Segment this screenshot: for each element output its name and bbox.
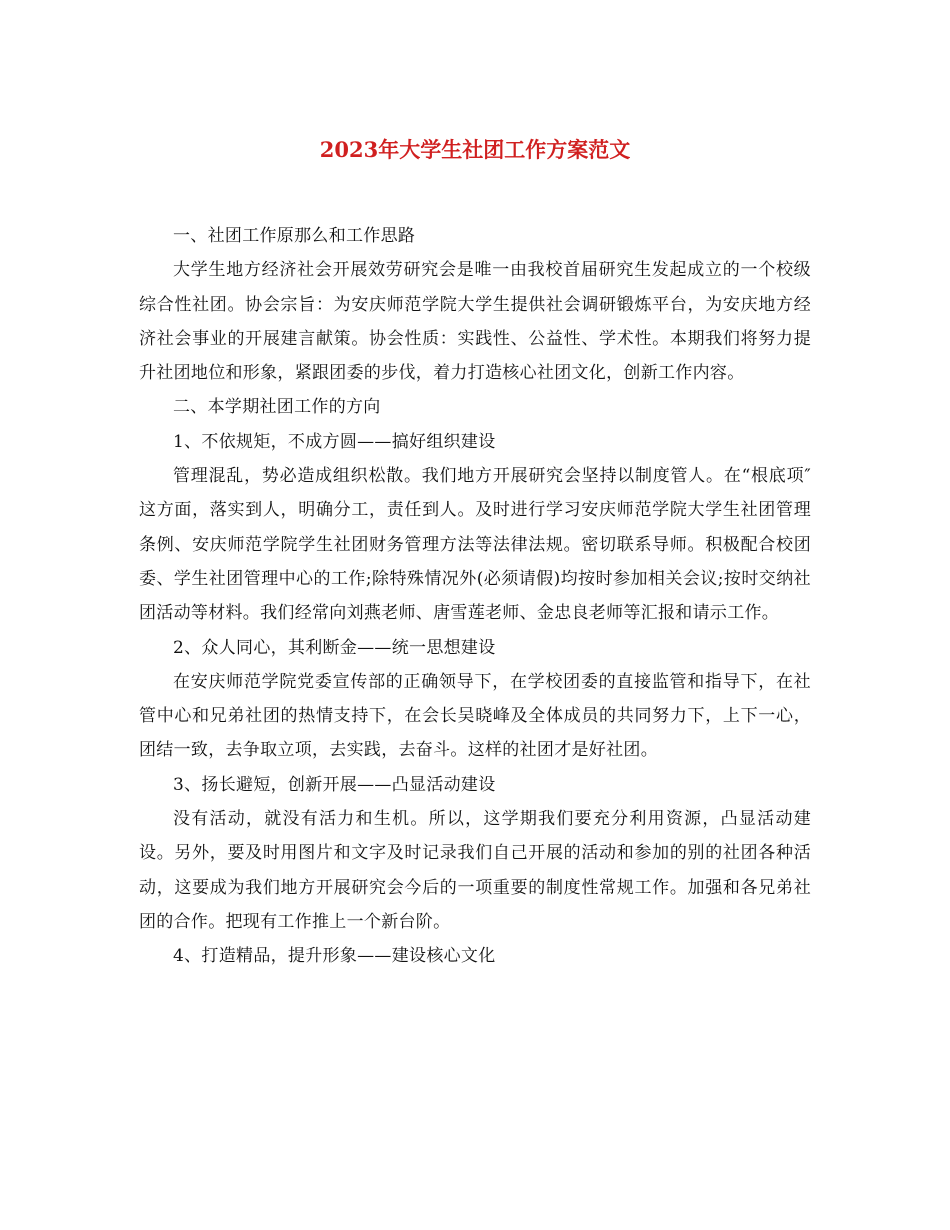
subheading-unity: 2、众人同心，其利断金——统一思想建设 [173,637,496,658]
paragraph-association-intro: 大学生地方经济社会开展效劳研究会是唯一由我校首届研究生发起成立的一个校级综合性社团。协会宗旨：为安庆师范学院大学生提供社会调研锻炼平台，为安庆地方经济社会事业的开展建言献策。协会性质：实践性、公益性、学术性。本期我们将努力提升社团地位和形象，紧跟团委的步伐，着力打造核心社团文化，创新工作内容。 [139,260,811,384]
paragraph-unity: 在安庆师范学院党委宣传部的正确领导下，在学校团委的直接监管和指导下，在社管中心和兄弟社团的热情支持下，在会长吴晓峰及全体成员的共同努力下，上下一心，团结一致，去争取立项，去实践，去奋斗。这样的社团才是好社团。 [139,671,811,761]
document-body [139,219,811,974]
section-heading-principles: 一、社团工作原那么和工作思路 [173,226,416,246]
subheading-organization: 1、不依规矩，不成方圆——搞好组织建设 [173,431,496,452]
subheading-activities: 3、扬长避短，创新开展——凸显活动建设 [173,774,496,795]
paragraph-organization: 管理混乱，势必造成组织松散。我们地方开展研究会坚持以制度管人。在“根底项″这方面，落实到人，明确分工，责任到人。及时进行学习安庆师范学院大学生社团管理条例、安庆师范学院学生社团财务管理方法等法律法规。密切联系导师。积极配合校团委、学生社团管理中心的工作;除特殊情况外(必须请假)均按时参加相关会议;按时交纳社团活动等材料。我们经常向刘燕老师、唐雪莲老师、金忠良老师等汇报和请示工作。 [139,466,811,624]
section-heading-direction: 二、本学期社团工作的方向 [173,397,381,418]
paragraph-activities: 没有活动，就没有活力和生机。所以，这学期我们要充分利用资源，凸显活动建设。另外，要及时用图片和文字及时记录我们自己开展的活动和参加的别的社团各种活动，这要成为我们地方开展研究会今后的一项重要的制度性常规工作。加强和各兄弟社团的合作。把现有工作推上一个新台阶。 [139,809,811,932]
subheading-culture: 4、打造精品，提升形象——建设核心文化 [173,946,496,967]
document-title: 2023年大学生社团工作方案范文 [319,137,631,162]
